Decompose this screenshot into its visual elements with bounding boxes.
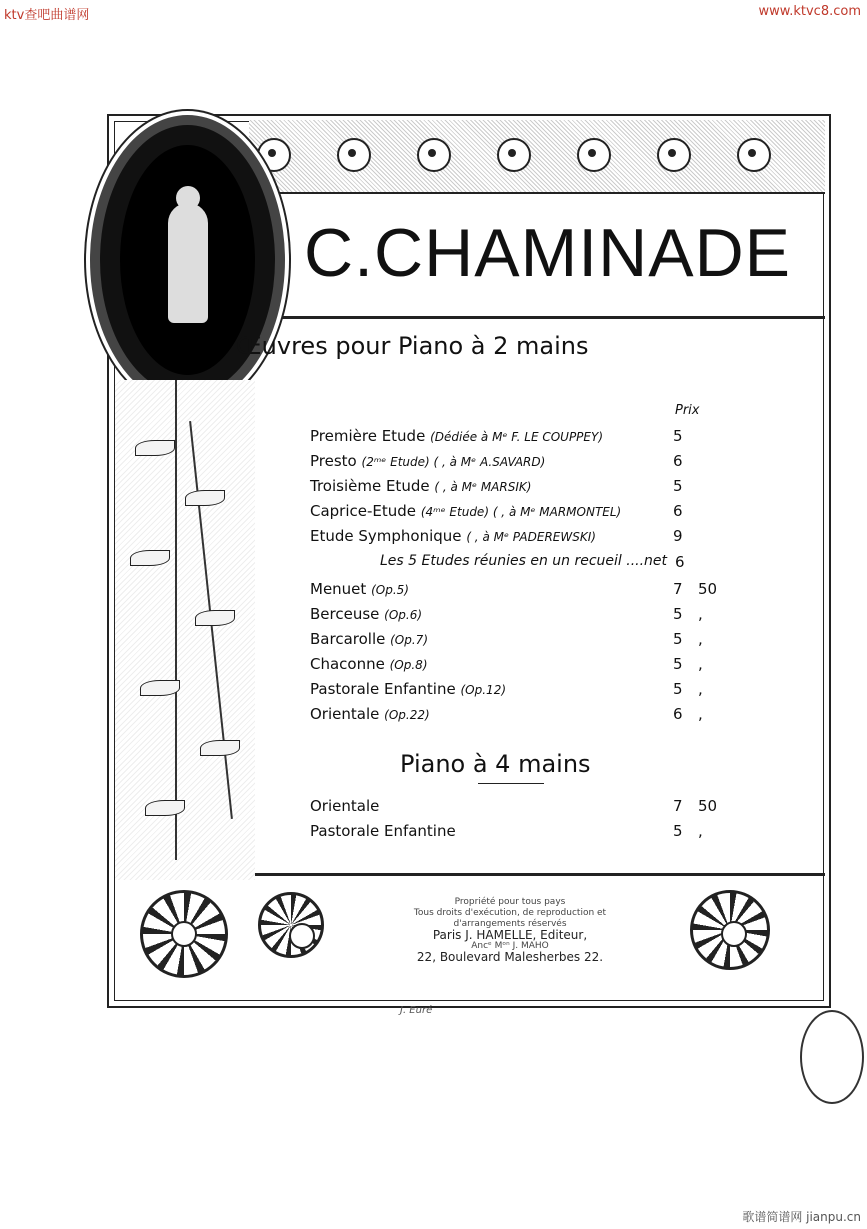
leaf-icon [140,680,180,696]
piece-cents: 50 [698,580,718,598]
piece-title: Menuet [310,580,367,598]
piece-price: 6 [673,502,683,520]
piece-title: Etude Symphonique [310,527,462,545]
piece-row [310,605,703,623]
piece-cents: , [698,822,703,840]
piece-title: Barcarolle [310,630,386,648]
piece-cents: , [698,680,703,698]
piece-note: (Op.22) [384,708,430,722]
piece-title: Orientale [310,797,380,815]
piece-note: ( , à Mᵉ PADEREWSKI) [466,530,596,544]
rosette-icon [657,138,691,172]
four-hands-heading: Piano à 4 mains [400,750,591,778]
piece-cents: , [698,605,703,623]
piece-title: Presto [310,452,357,470]
recueil-price: 6 [675,553,685,571]
piece-row [310,580,718,598]
heading-rule [478,783,544,784]
watermark-bottom-right: 歌谱简谱网 jianpu.cn [742,1210,861,1224]
piece-title: Caprice-Etude [310,502,417,520]
piece-price: 5 [673,680,683,698]
recueil-text: Les 5 Etudes réunies en un recueil ....net [380,553,668,569]
piece-title: Chaconne [310,655,385,673]
piece-price: 5 [673,822,683,840]
publisher-name: Paris J. HAMELLE, Editeur, [432,928,588,942]
piece-price: 6 [673,705,683,723]
piece-note: (2ᵐᵉ Etude) ( , à Mᵉ A.SAVARD) [361,455,546,469]
piece-price: 5 [673,605,683,623]
piece-title: Pastorale Enfantine [310,822,456,840]
piece-row [310,477,683,495]
leaf-icon [195,610,235,626]
muse-figure-icon [168,203,208,323]
leaf-icon [200,740,240,756]
leaf-icon [145,800,185,816]
rosette-icon [337,138,371,172]
portrait-background [120,145,255,375]
piece-row [310,527,683,545]
rosette-icon [497,138,531,172]
piece-note: (Op.6) [384,608,423,622]
piece-note: (Op.7) [390,633,428,647]
leaf-icon [130,550,170,566]
piece-row [310,630,703,648]
piece-price: 5 [673,655,683,673]
piece-note: (4ᵐᵉ Etude) ( , à Mᵉ MARMONTEL) [420,505,622,519]
piece-row [310,797,718,815]
piece-price: 7 [673,580,683,598]
piece-title: Troisième Etude [310,477,430,495]
piece-title: Pastorale Enfantine [310,680,456,698]
piece-price: 6 [673,452,683,470]
watermark-top-right: www.ktvc8.com [758,4,861,19]
piece-price: 5 [673,427,683,445]
piece-note: (Op.8) [389,658,428,672]
piece-row [310,655,703,673]
piece-row [310,822,703,840]
title-panel [249,196,825,319]
ornament-wheel-icon [140,890,228,978]
piece-title: Berceuse [310,605,380,623]
piece-cents: , [698,705,703,723]
piece-row [310,680,703,698]
flower-ornament-icon [258,892,324,958]
imprint-line: Ancᵉ Mᵒⁿ J. MAHO [471,941,549,951]
imprint-line: Propriété pour tous pays [454,897,566,907]
piece-note: (Dédiée à Mᵉ F. LE COUPPEY) [430,430,604,444]
piece-row [310,427,683,445]
flower-ornament-icon [690,890,770,970]
portrait-medallion [90,115,285,405]
piece-title: Orientale [310,705,380,723]
stem-icon [175,380,177,860]
piece-row [310,502,683,520]
watermark-top-left: ktv查吧曲谱网 [4,8,90,23]
top-ornament-band [249,120,825,194]
piece-row [310,705,703,723]
rosette-icon [577,138,611,172]
publisher-address: 22, Boulevard Malesherbes 22. [416,950,604,964]
piece-cents: , [698,630,703,648]
leaf-icon [185,490,225,506]
subtitle: Œuvres pour Piano à 2 mains [236,332,589,360]
piece-cents: 50 [698,797,718,815]
leaf-icon [135,440,175,456]
piece-row [310,452,683,470]
library-stamp-icon [800,1010,864,1104]
piece-price: 5 [673,477,683,495]
piece-price: 7 [673,797,683,815]
piece-note: ( , à Mᵉ MARSIK) [434,480,532,494]
piece-title: Première Etude [310,427,426,445]
piece-price: 9 [673,527,683,545]
publisher-imprint [400,897,620,963]
composer-title: C.CHAMINADE [304,215,792,291]
floral-column [115,380,255,880]
rosette-icon [417,138,451,172]
imprint-line: Tous droits d'exécution, de reproduction et d'arrangements réservés [413,908,607,929]
rosette-icon [737,138,771,172]
engraver-signature: J. Euré [400,1005,433,1016]
piece-price: 5 [673,630,683,648]
piece-cents: , [698,655,703,673]
piece-note: (Op.12) [460,683,507,697]
prix-label: Prix [675,403,700,418]
piece-note: (Op.5) [371,583,409,597]
